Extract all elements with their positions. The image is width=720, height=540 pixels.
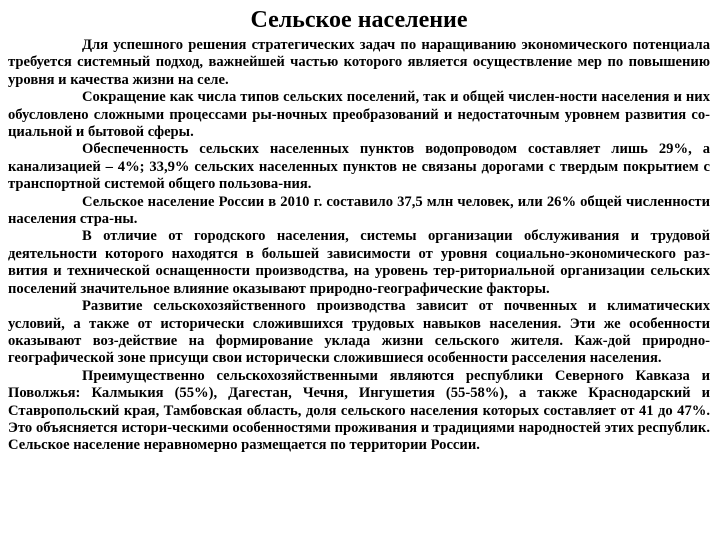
- paragraph-geographic-factors: В отличие от городского населения, системы организации обслуживания и трудовой деятельности которого находятся в большей зависимости от уровня социально-экономического раз-вития и технической оснащенности производства, на уровень тер-риториальной организации сельских поселений значительное влияние оказывают природно-географические факторы.: [8, 228, 710, 297]
- paragraph-strategic-approach: Для успешного решения стратегических задач по наращиванию экономического потенциала требуется системный подход, важнейшей частью которого является осуществление мер по повышению уровня и качества жизни на селе.: [8, 37, 710, 88]
- paragraph-settlement-decline: Сокращение как числа типов сельских поселений, так и общей числен-ности населения и них обусловлено сложными процессами ры-ночных преобразований и недостаточным уровнем развития со-циальной и бытовой сферы.: [8, 89, 710, 141]
- slide-body: [8, 37, 710, 455]
- paragraph-agriculture-factors: Развитие сельскохозяйственного производства зависит от почвенных и климатических условий, а также от исторически сложившихся трудовых навыков населения. Эти же особенности оказывают воз-действие на формирование уклада жизни сельского жителя. Каж-дой природно-географической зоне присущи свои исторически сложившиеся особенности расселения населения.: [8, 298, 710, 367]
- paragraph-population-2010: Сельское население России в 2010 г. составило 37,5 млн человек, или 26% общей численности населения стра-ны.: [8, 193, 710, 228]
- paragraph-agricultural-regions: Преимущественно сельскохозяйственными являются республики Северного Кавказа и Поволжья: Калмыкия (55%), Дагестан, Чечня, Ингушетия (55-58%), а также Краснодарский и Ставропольский края, Тамбовская область, доля сельского населения которых составляет от 41 до 47%. Это объясняется истори-ческими особенностями проживания и традициями народностей этих республик. Сельское население неравномерно размещается по территории России.: [8, 367, 710, 454]
- paragraph-infrastructure: Обеспеченность сельских населенных пунктов водопроводом составляет лишь 29%, а канализацией – 4%; 33,9% сельских населенных пунктов не связаны дорогами с твердым покрытием с транспортной системой общего пользова-ния.: [8, 141, 710, 193]
- page-title: Сельское население: [250, 7, 468, 33]
